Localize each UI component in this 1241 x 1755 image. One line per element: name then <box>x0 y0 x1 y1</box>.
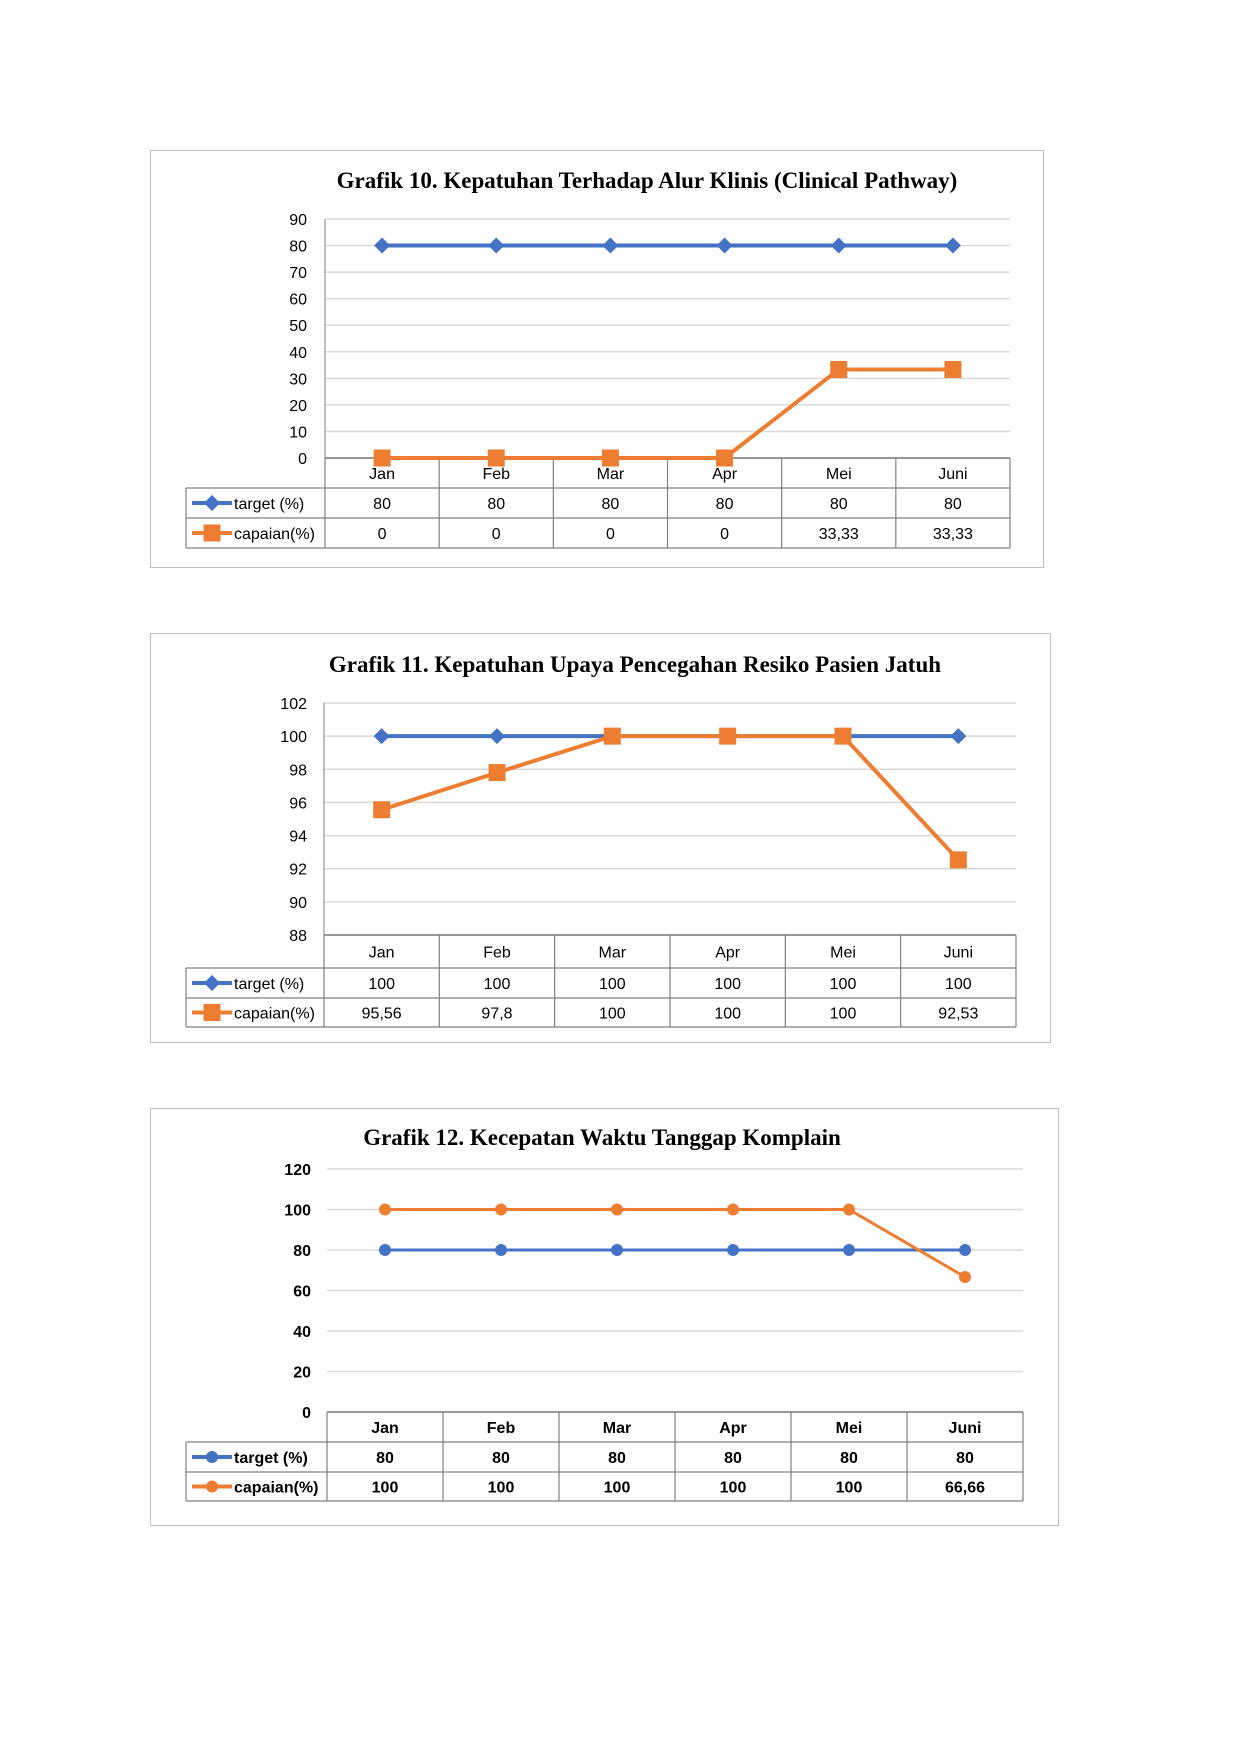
data-point-capaian <box>944 361 961 378</box>
chart-10 <box>150 150 1044 568</box>
x-category-label: Feb <box>483 944 511 962</box>
table-value-cell: 100 <box>598 976 626 993</box>
x-category-label: Apr <box>719 1420 747 1437</box>
y-tick-label: 80 <box>289 238 307 256</box>
y-tick-label: 40 <box>289 344 307 362</box>
table-value-cell: 80 <box>724 1450 742 1467</box>
table-value-cell: 80 <box>840 1450 858 1467</box>
chart-title: Grafik 12. Kecepatan Waktu Tanggap Komplain <box>363 1125 841 1150</box>
y-tick-label: 0 <box>298 451 307 468</box>
data-point-capaian <box>602 450 619 467</box>
data-point-target <box>717 238 733 254</box>
y-tick-label: 20 <box>289 397 307 415</box>
data-point-capaian <box>835 728 852 745</box>
series-line-capaian <box>385 1210 965 1278</box>
y-tick-label: 10 <box>289 424 307 442</box>
data-point-target <box>959 1244 971 1256</box>
data-point-capaian <box>959 1271 971 1283</box>
chart-11 <box>150 633 1051 1043</box>
table-value-cell: 100 <box>598 1005 626 1023</box>
legend-label: target (%) <box>234 1450 308 1467</box>
y-tick-label: 102 <box>280 696 307 713</box>
table-value-cell: 33,33 <box>818 526 859 543</box>
table-value-cell: 80 <box>487 496 506 513</box>
y-tick-label: 40 <box>293 1324 311 1341</box>
y-tick-label: 60 <box>293 1283 311 1301</box>
data-point-capaian <box>379 1204 391 1216</box>
table-value-cell: 100 <box>483 976 511 993</box>
table-value-cell: 100 <box>835 1479 863 1497</box>
data-point-capaian <box>843 1204 855 1216</box>
table-value-cell: 66,66 <box>944 1479 986 1497</box>
legend-label: target (%) <box>234 976 305 993</box>
data-point-target <box>374 728 390 744</box>
y-tick-label: 94 <box>289 828 307 846</box>
table-value-cell: 100 <box>714 1005 742 1023</box>
table-value-cell: 80 <box>956 1450 974 1467</box>
x-category-label: Feb <box>482 466 511 483</box>
x-category-label: Jan <box>368 944 395 962</box>
data-point-capaian <box>488 450 505 467</box>
table-value-cell: 100 <box>829 1005 857 1023</box>
chart-12-svg <box>151 1109 1058 1525</box>
data-point-capaian <box>495 1204 507 1216</box>
data-point-target <box>950 728 966 744</box>
table-value-cell: 100 <box>944 976 972 993</box>
table-value-cell: 80 <box>376 1450 394 1467</box>
data-point-target <box>602 238 618 254</box>
table-value-cell: 80 <box>715 496 734 513</box>
data-point-capaian <box>374 450 391 467</box>
data-point-capaian <box>950 851 967 868</box>
table-value-cell: 95,56 <box>361 1005 402 1023</box>
data-point-target <box>611 1244 623 1256</box>
data-point-capaian <box>373 801 390 818</box>
data-point-target <box>495 1244 507 1256</box>
data-point-capaian <box>604 728 621 745</box>
table-value-cell: 100 <box>603 1479 631 1497</box>
chart-11-svg <box>151 634 1050 1042</box>
x-category-label: Feb <box>486 1420 516 1437</box>
chart-title: Grafik 10. Kepatuhan Terhadap Alur Klinis (Clinical Pathway) <box>336 168 958 193</box>
table-value-cell: 100 <box>829 976 857 993</box>
table-value-cell: 100 <box>487 1479 515 1497</box>
series-line-capaian <box>382 369 953 458</box>
table-value-cell: 0 <box>491 526 501 543</box>
table-value-cell: 97,8 <box>481 1005 513 1023</box>
x-category-label: Mar <box>602 1420 632 1437</box>
legend-label: target (%) <box>234 496 305 513</box>
x-category-label: Jan <box>371 1420 399 1437</box>
data-point-target <box>374 238 390 254</box>
table-value-cell: 0 <box>377 526 387 543</box>
series-line-capaian <box>382 736 959 860</box>
legend-key-marker <box>204 495 220 511</box>
chart-10-svg <box>151 151 1043 567</box>
y-tick-label: 50 <box>289 318 307 336</box>
table-value-cell: 80 <box>492 1450 510 1467</box>
table-value-cell: 100 <box>714 976 742 993</box>
data-point-capaian <box>727 1204 739 1216</box>
table-value-cell: 0 <box>720 526 730 543</box>
y-tick-label: 20 <box>293 1364 311 1382</box>
table-value-cell: 33,33 <box>932 526 973 543</box>
chart-title: Grafik 11. Kepatuhan Upaya Pencegahan Resiko Pasien Jatuh <box>328 652 942 677</box>
x-category-label: Apr <box>712 466 738 483</box>
x-category-label: Mei <box>825 466 852 483</box>
legend-label: capaian(%) <box>234 1479 319 1497</box>
data-point-capaian <box>830 361 847 378</box>
legend-key-marker <box>206 1481 218 1493</box>
x-category-label: Mar <box>596 466 625 483</box>
data-point-capaian <box>716 450 733 467</box>
data-point-target <box>945 238 961 254</box>
x-category-label: Juni <box>948 1420 982 1437</box>
table-value-cell: 80 <box>829 496 848 513</box>
legend-key-marker <box>204 975 220 991</box>
legend-key-marker <box>204 1004 221 1021</box>
y-tick-label: 90 <box>289 212 307 229</box>
table-value-cell: 100 <box>719 1479 747 1497</box>
data-point-target <box>843 1244 855 1256</box>
data-point-target <box>727 1244 739 1256</box>
table-value-cell: 92,53 <box>938 1005 979 1023</box>
y-tick-label: 0 <box>302 1405 311 1422</box>
table-value-cell: 100 <box>368 976 396 993</box>
y-tick-label: 88 <box>289 928 307 945</box>
x-category-label: Apr <box>715 944 741 962</box>
chart-12 <box>150 1108 1059 1526</box>
x-category-label: Juni <box>943 944 974 962</box>
y-tick-label: 30 <box>289 371 307 389</box>
y-tick-label: 90 <box>289 894 307 912</box>
legend-key-marker <box>206 1451 218 1463</box>
data-point-target <box>488 238 504 254</box>
x-category-label: Mei <box>830 944 856 962</box>
data-point-target <box>489 728 505 744</box>
legend-label: capaian(%) <box>234 1005 315 1023</box>
y-tick-label: 120 <box>284 1162 311 1179</box>
data-point-capaian <box>489 764 506 781</box>
legend-label: capaian(%) <box>234 526 315 543</box>
y-tick-label: 70 <box>289 265 307 283</box>
data-point-capaian <box>611 1204 623 1216</box>
x-category-label: Jan <box>369 466 395 483</box>
y-tick-label: 100 <box>280 729 307 747</box>
data-point-capaian <box>719 728 736 745</box>
y-tick-label: 92 <box>289 861 307 879</box>
x-category-label: Mei <box>835 1420 863 1437</box>
y-tick-label: 100 <box>284 1202 311 1220</box>
y-tick-label: 96 <box>289 795 307 813</box>
y-tick-label: 98 <box>289 762 307 780</box>
data-point-target <box>831 238 847 254</box>
y-tick-label: 60 <box>289 291 307 309</box>
table-value-cell: 80 <box>608 1450 626 1467</box>
table-value-cell: 80 <box>373 496 391 513</box>
y-tick-label: 80 <box>293 1243 311 1260</box>
x-category-label: Juni <box>938 466 968 483</box>
data-point-target <box>379 1244 391 1256</box>
x-category-label: Mar <box>598 944 627 962</box>
table-value-cell: 100 <box>371 1479 399 1497</box>
table-value-cell: 0 <box>605 526 615 543</box>
table-value-cell: 80 <box>944 496 962 513</box>
legend-key-marker <box>204 525 221 542</box>
table-value-cell: 80 <box>601 496 620 513</box>
